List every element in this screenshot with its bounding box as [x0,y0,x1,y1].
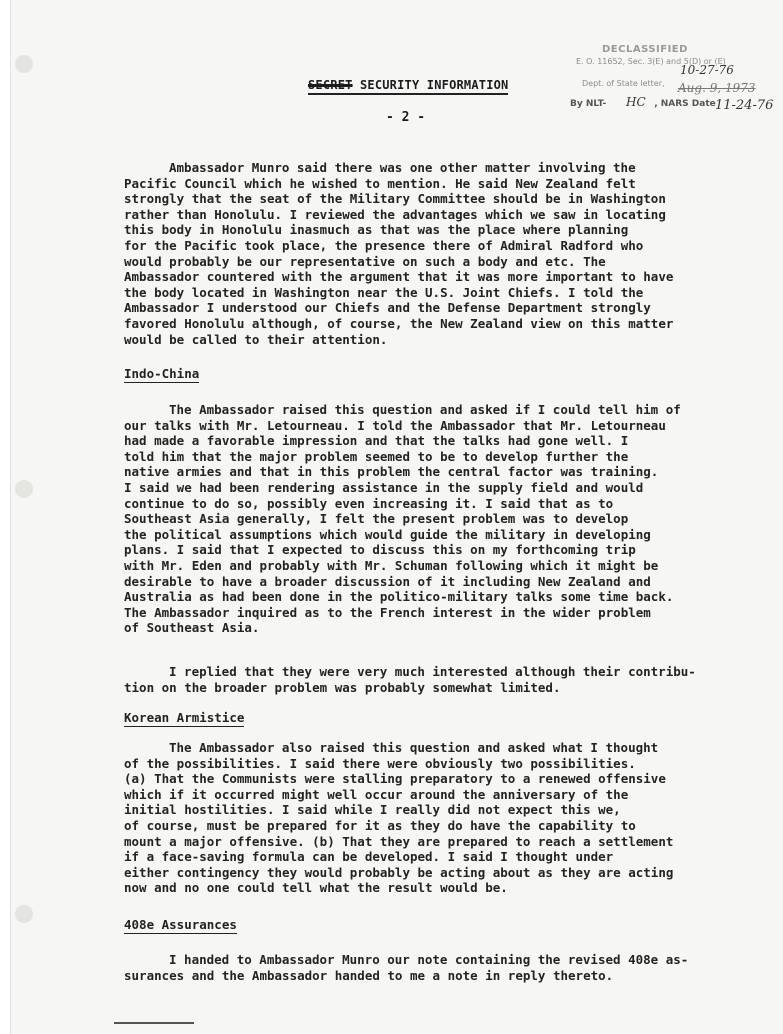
heading-korean-armistice: Korean Armistice [124,710,245,725]
handwritten-nars-date: 11-24-76 [715,98,774,113]
stamp-authority: E. O. 11652, Sec. 3(E) and 5(D) or (E) [576,57,726,66]
stamp-nars-label: , NARS Date [654,99,716,109]
classification-header [308,78,508,95]
heading-indochina: Indo-China [124,366,200,381]
heading-408e-assurances: 408e Assurances [124,917,237,932]
stamp-by-label: By NLT- [570,99,607,109]
handwritten-initials: HC [626,95,646,109]
paragraph-indochina: The Ambassador raised this question and asked if I could tell him of our talks with Mr. Letourneau. I told the Ambassador that Mr. Letourneau had made a favorable impression and that the talks had gone well. I told him that the major problem seemed to be to develop further the native armies and that in this problem the central factor was training. I said we had been rendering assistance in the supply field and would continue to do so, possibly even increasing it. I said that as to Southeast Asia generally, I felt the present problem was to develop the political assumptions which would guide the military in developing plans. I said that I expected to discuss this on my forthcoming trip with Mr. Eden and probably with Mr. Schuman following which it might be desirable to have a broader discussion of it including New Zealand and Australia as had been done in the politico-military talks some time back. The Ambassador inquired as to the French interest in the wider problem of Southeast Asia. [124,402,681,636]
paragraph-korean-armistice: The Ambassador also raised this question and asked what I thought of the possibilities. I said there were obviously two possibilities. (a) That the Communists were stalling preparatory to a renewed offensive which if it occurred might well occur around the anniversary of the initial hostilities. I said while I really did not expect this we, of course, must be prepared for it as they do have the capability to mount a major offensive. (b) That they are prepared to reach a settlement if a face-saving formula can be developed. I said I thought under either contingency they would probably be acting about as they are acting now and no one could tell what the result would be. [124,740,674,896]
page-number: - 2 - [386,110,426,125]
paragraph-french-reply: I replied that they were very much interested although their contribu- tion on the broader problem was probably somewhat limited. [124,664,696,695]
paragraph-408e-assurances: I handed to Ambassador Munro our note containing the revised 408e as- surances and the Ambassador handed to me a note in reply thereto. [124,952,689,983]
punch-hole [15,905,33,923]
stamp-title: DECLASSIFIED [602,44,688,55]
punch-hole [15,480,33,498]
stamp-dept-letter: Dept. of State letter, [582,79,665,88]
cut-off-heading-fragment [114,1022,194,1030]
punch-hole [15,55,33,73]
handwritten-struck-date: Aug. 9, 1973 [678,81,756,95]
struck-classification: SECRET [308,78,353,92]
classification-text: SECURITY INFORMATION [352,78,509,92]
handwritten-date: 10-27-76 [680,63,734,77]
declassified-stamp [560,42,775,142]
paragraph-pacific-council: Ambassador Munro said there was one other matter involving the Pacific Council which he wished to mention. He said New Zealand felt strongly that the seat of the Military Committee should be in Washington rather than Honolulu. I reviewed the advantages which we saw in locating this body in Honolulu inasmuch as that was the place where planning for the Pacific took place, the presence there of Admiral Radford who would probably be our representative on such a body and etc. The Ambassador countered with the argument that it was more important to have the body located in Washington near the U.S. Joint Chiefs. I told the Ambassador I understood our Chiefs and the Defense Department strongly favored Honolulu although, of course, the New Zealand view on this matter would be called to their attention. [124,160,674,347]
